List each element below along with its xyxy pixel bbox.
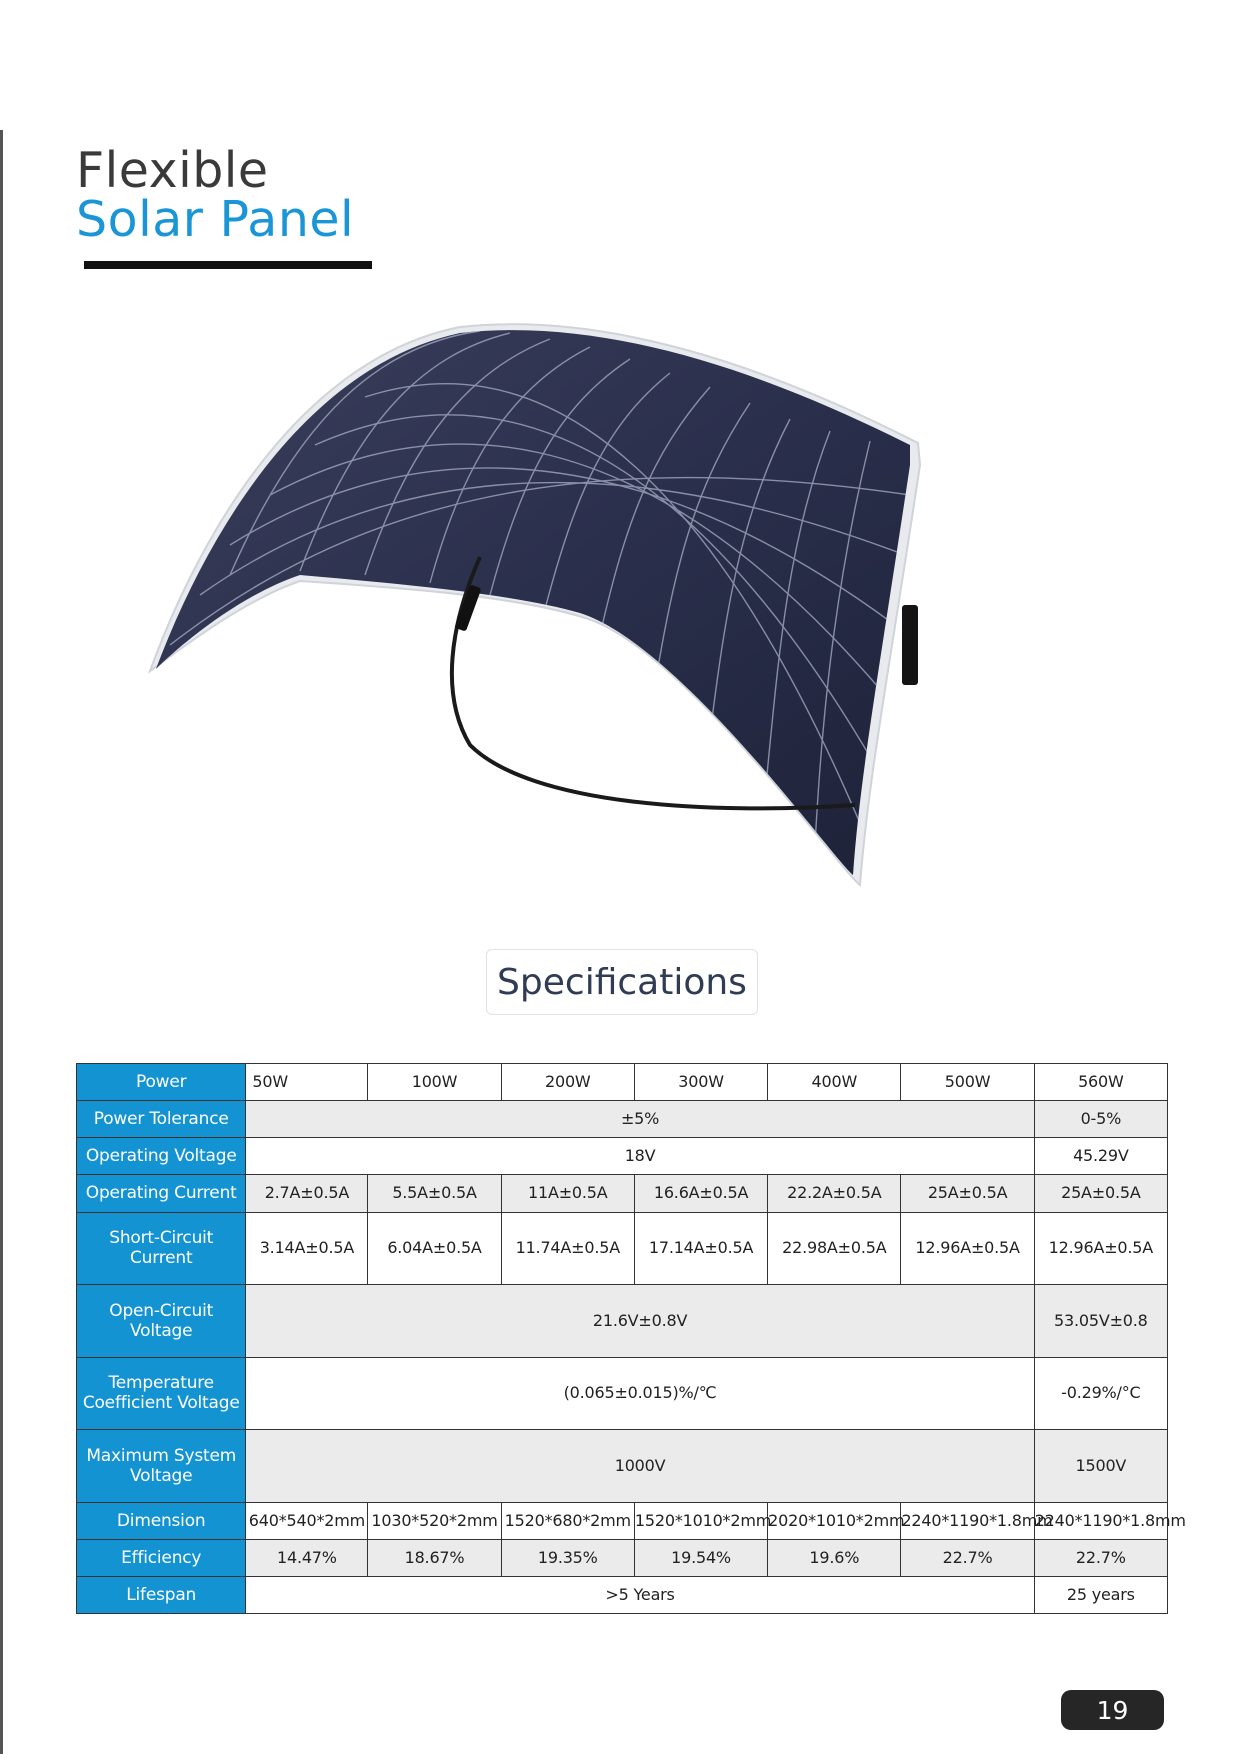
table-row (77, 1101, 1168, 1138)
table-cell: 200W (501, 1064, 634, 1101)
table-cell: 19.35% (501, 1539, 634, 1576)
table-cell: 12.96A±0.5A (1034, 1212, 1167, 1285)
table-cell: 21.6V±0.8V (246, 1285, 1034, 1358)
table-cell: 5.5A±0.5A (368, 1175, 501, 1212)
page-title (76, 142, 355, 248)
table-cell: 2240*1190*1.8mm (901, 1502, 1034, 1539)
row-header: Operating Voltage (77, 1138, 246, 1175)
table-row (77, 1430, 1168, 1503)
table-row (77, 1175, 1168, 1212)
table-cell: 19.6% (768, 1539, 901, 1576)
table-cell: 12.96A±0.5A (901, 1212, 1034, 1285)
row-header: Operating Current (77, 1175, 246, 1212)
row-header: Maximum System Voltage (77, 1430, 246, 1503)
table-row (77, 1357, 1168, 1430)
table-cell: 1000V (246, 1430, 1034, 1503)
table-row (77, 1212, 1168, 1285)
row-header: Power Tolerance (77, 1101, 246, 1138)
table-cell: 6.04A±0.5A (368, 1212, 501, 1285)
table-cell: 25A±0.5A (901, 1175, 1034, 1212)
table-row (77, 1576, 1168, 1613)
table-cell: 17.14A±0.5A (634, 1212, 767, 1285)
table-cell: 22.7% (901, 1539, 1034, 1576)
table-cell: 1500V (1034, 1430, 1167, 1503)
row-header: Power (77, 1064, 246, 1101)
table-cell: -0.29%/°C (1034, 1357, 1167, 1430)
row-header: Open-Circuit Voltage (77, 1285, 246, 1358)
table-cell: 2240*1190*1.8mm (1034, 1502, 1167, 1539)
table-cell: 0-5% (1034, 1101, 1167, 1138)
table-cell: 50W (246, 1064, 368, 1101)
table-cell: 53.05V±0.8 (1034, 1285, 1167, 1358)
table-cell: 1520*680*2mm (501, 1502, 634, 1539)
table-cell: (0.065±0.015)%/℃ (246, 1357, 1034, 1430)
junction-box (902, 605, 918, 685)
row-header: Short-Circuit Current (77, 1212, 246, 1285)
flexible-solar-panel-image (150, 325, 1050, 925)
title-underline (84, 261, 372, 269)
table-cell: 14.47% (246, 1539, 368, 1576)
table-cell: 3.14A±0.5A (246, 1212, 368, 1285)
table-cell: 100W (368, 1064, 501, 1101)
table-cell: ±5% (246, 1101, 1034, 1138)
table-cell: 45.29V (1034, 1138, 1167, 1175)
table-cell: 11.74A±0.5A (501, 1212, 634, 1285)
table-cell: 400W (768, 1064, 901, 1101)
table-cell: 1030*520*2mm (368, 1502, 501, 1539)
table-row (77, 1502, 1168, 1539)
page-number-badge (1061, 1690, 1164, 1730)
table-row (77, 1138, 1168, 1175)
table-cell: 25A±0.5A (1034, 1175, 1167, 1212)
table-cell: 19.54% (634, 1539, 767, 1576)
table-cell: >5 Years (246, 1576, 1034, 1613)
specifications-heading (486, 949, 758, 1015)
table-cell: 25 years (1034, 1576, 1167, 1613)
table-row (77, 1285, 1168, 1358)
row-header: Temperature Coefficient Voltage (77, 1357, 246, 1430)
row-header: Efficiency (77, 1539, 246, 1576)
table-cell: 560W (1034, 1064, 1167, 1101)
title-line-2: Solar Panel (76, 191, 355, 248)
table-row (77, 1539, 1168, 1576)
row-header: Lifespan (77, 1576, 246, 1613)
table-cell: 1520*1010*2mm (634, 1502, 767, 1539)
table-cell: 22.7% (1034, 1539, 1167, 1576)
table-cell: 2020*1010*2mm (768, 1502, 901, 1539)
table-cell: 500W (901, 1064, 1034, 1101)
left-margin-rule (0, 130, 3, 1754)
title-line-1: Flexible (76, 142, 269, 199)
table-row (77, 1064, 1168, 1101)
table-cell: 300W (634, 1064, 767, 1101)
page-number: 19 (1096, 1695, 1129, 1725)
table-cell: 11A±0.5A (501, 1175, 634, 1212)
table-cell: 22.98A±0.5A (768, 1212, 901, 1285)
table-cell: 18V (246, 1138, 1034, 1175)
table-cell: 22.2A±0.5A (768, 1175, 901, 1212)
row-header: Dimension (77, 1502, 246, 1539)
table-cell: 18.67% (368, 1539, 501, 1576)
specifications-table (76, 1063, 1186, 1614)
specifications-heading-text: Specifications (497, 961, 747, 1003)
table-cell: 640*540*2mm (246, 1502, 368, 1539)
table-cell: 2.7A±0.5A (246, 1175, 368, 1212)
table-cell: 16.6A±0.5A (634, 1175, 767, 1212)
